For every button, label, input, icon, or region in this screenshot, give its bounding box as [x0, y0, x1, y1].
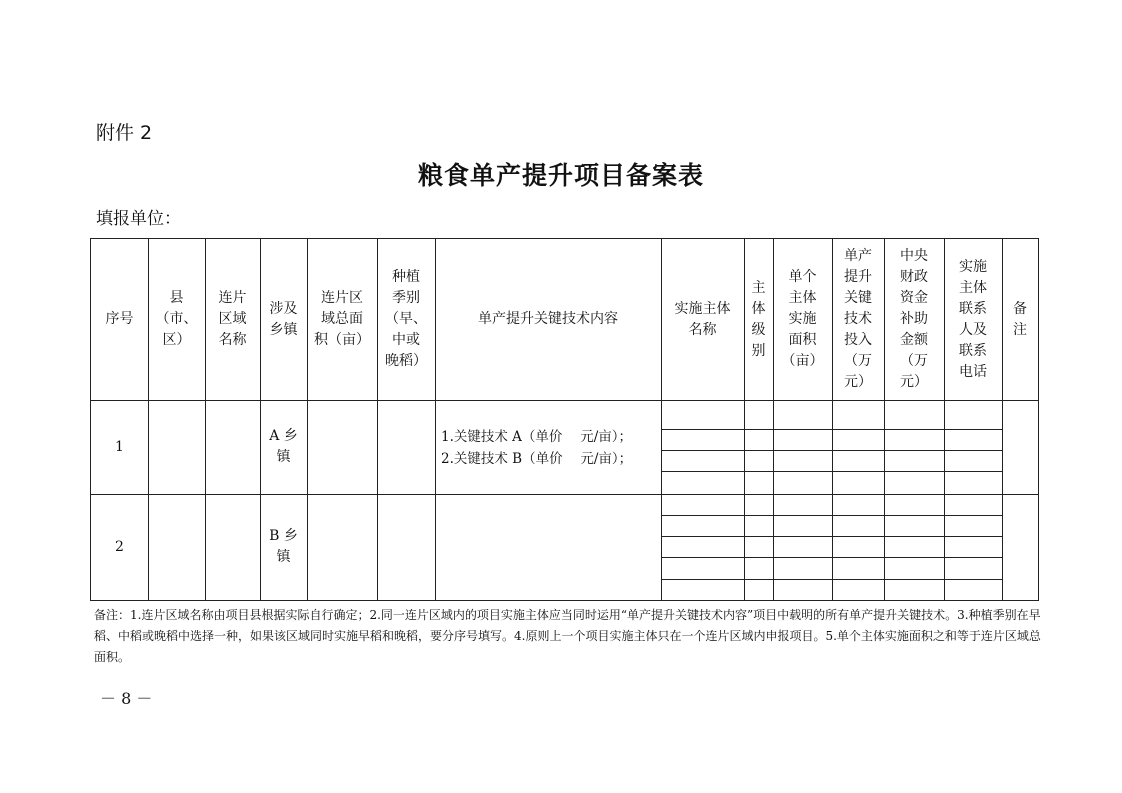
- header-tech: 单产提升关键技术内容: [478, 311, 618, 327]
- header-county: 县 （市、 区）: [155, 290, 198, 348]
- row-2-seq: 2: [115, 538, 124, 555]
- page-title: 粮食单产提升项目备案表: [417, 161, 704, 190]
- row-1-seq: 1: [115, 438, 124, 455]
- header-season: 种植 季别 （早、 中或 晚稻）: [385, 269, 427, 369]
- header-area-name: 连片 区域 名称: [218, 290, 247, 348]
- table-note: 备注：1.连片区域名称由项目县根据实际自行确定；2.同一连片区域内的项目实施主体应当同时运用“单产提升关键技术内容”项目中载明的所有单产提升关键技术。3.种植季别在早稻、中稻或晚稻中选择一种，如果该区域同时实施早稻和晚稻，要分序号填写。4.原则上一个项目实施主体只在一个连片区域内申报项目。5.单个主体实施面积之和等于连片区域总面积。: [94, 608, 1041, 664]
- attachment-label: 附件 2: [96, 122, 153, 144]
- header-towns: 涉及 乡镇: [269, 300, 298, 338]
- row-1-tech-content: 1.关键技术 A（单价 元/亩）； 2.关键技术 B（单价 元/亩）；: [441, 429, 633, 467]
- row-2-town: B 乡 镇: [269, 528, 298, 565]
- filing-table: [90, 238, 1039, 601]
- row-1-town: A 乡 镇: [269, 428, 298, 465]
- header-contact: 实施 主体 联系 人及 联系 电话: [959, 258, 987, 380]
- page-number: － 8 －: [100, 689, 153, 708]
- header-seq: 序号: [105, 311, 134, 327]
- header-entity-area: 单个 主体 实施 面积 （亩）: [781, 269, 824, 369]
- header-entity-level: 主 体 级 别: [751, 279, 766, 359]
- header-total-area: 连片区 域总面 积（亩）: [314, 290, 370, 348]
- header-entity-name: 实施主体 名称: [674, 300, 731, 338]
- fill-unit-label: 填报单位：: [96, 209, 181, 229]
- header-remark: 备 注: [1013, 300, 1027, 338]
- header-central-fund: 中央 财政 资金 补助 金额 （万 元）: [900, 248, 928, 390]
- header-tech-invest: 单产 提升 关键 技术 投入 （万 元）: [844, 248, 872, 390]
